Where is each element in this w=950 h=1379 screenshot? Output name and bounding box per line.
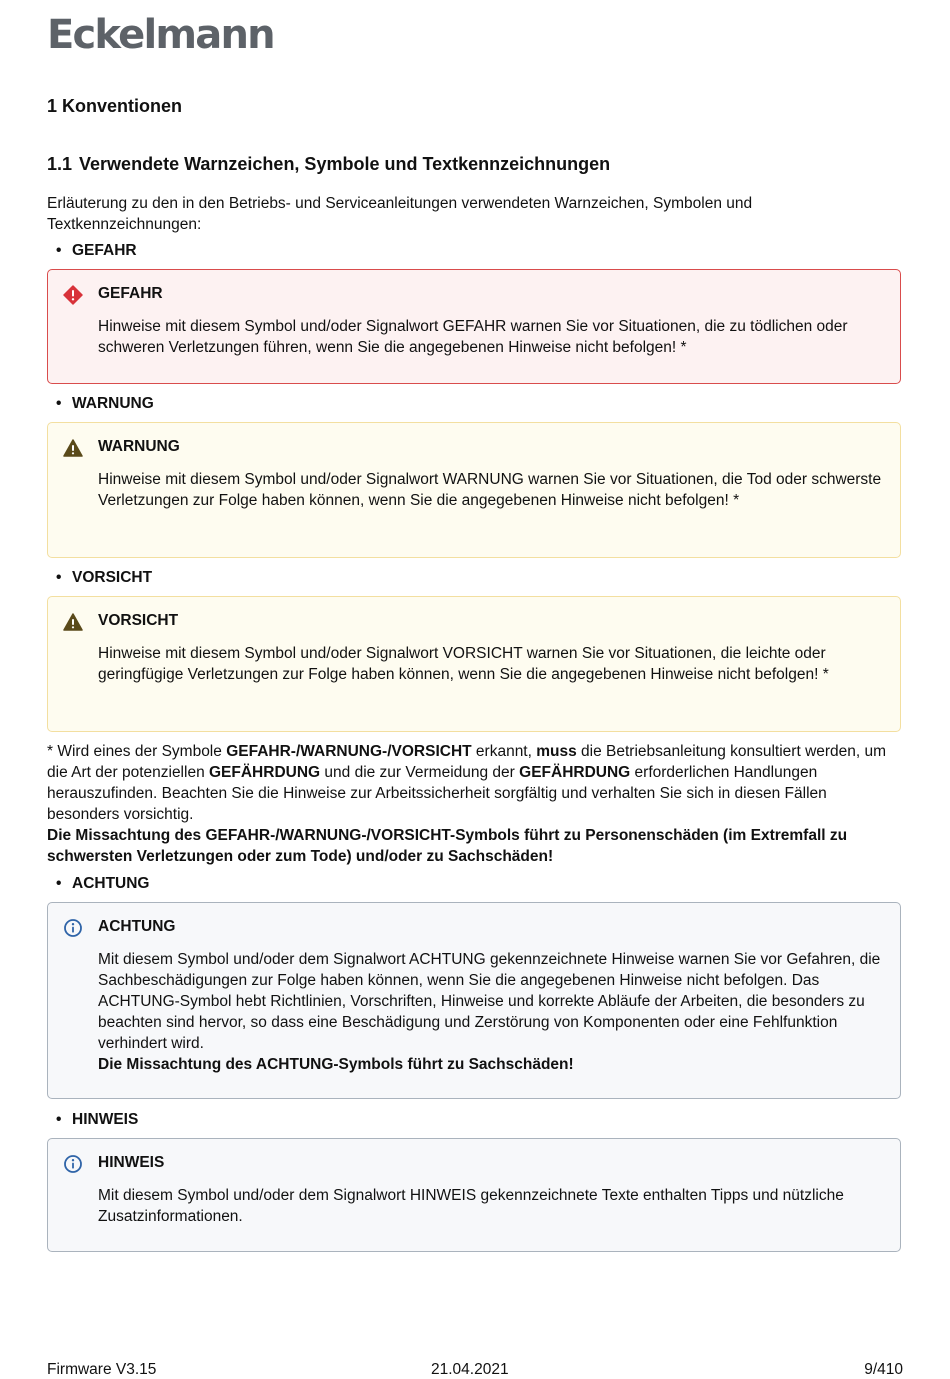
footnote-bold: GEFÄHRDUNG <box>209 764 321 781</box>
bullet-dot: • <box>56 875 62 892</box>
hint-notice-box <box>47 1138 901 1252</box>
footnote-text: die Betriebsanleitung konsultiert werden, um die Art der potenziellen <box>47 743 887 781</box>
footer-page-number: 9/410 <box>864 1361 903 1378</box>
footnote-text: erforderlichen Handlungen herauszufinden. Beachten Sie die Hinweise zur Arbeitssicherheit sorgfältig und verhalten Sie sich in diesen Fällen besonders vorsichtig. <box>47 764 827 823</box>
bullet-vorsicht <box>56 569 152 587</box>
footnote-text: und die zur Vermeidung der <box>320 764 520 781</box>
bullet-achtung <box>56 875 150 893</box>
warning-triangle-icon <box>63 438 83 458</box>
footnote-text: * Wird eines der Symbole <box>47 743 227 760</box>
bullet-label: HINWEIS <box>72 1111 139 1128</box>
notice-title: WARNUNG <box>98 438 180 455</box>
footnote-bold: GEFAHR-/WARNUNG-/VORSICHT <box>226 743 472 760</box>
bullet-dot: • <box>56 395 62 412</box>
notice-title: GEFAHR <box>98 285 163 302</box>
bullet-dot: • <box>56 1111 62 1128</box>
notice-body: Hinweise mit diesem Symbol und/oder Signalwort GEFAHR warnen Sie vor Situationen, die zu tödlichen oder schweren Verletzungen führen, wenn Sie die angegebenen Hinweise nicht befolgen! * <box>98 318 848 356</box>
bullet-label: GEFAHR <box>72 242 137 259</box>
notice-emphasis: Die Missachtung des ACHTUNG-Symbols führt zu Sachschäden! <box>98 1056 574 1073</box>
subsection-number: 1.1 <box>47 154 73 174</box>
danger-diamond-icon <box>63 285 83 305</box>
intro-paragraph: Erläuterung zu den in den Betriebs- und Serviceanleitungen verwendeten Warnzeichen, Symbolen und Textkennzeichnungen: <box>47 195 753 233</box>
footnote-text: erkannt, <box>471 743 537 760</box>
warning-triangle-icon <box>63 612 83 632</box>
footnote-bold: GEFÄHRDUNG <box>519 764 631 781</box>
warning-notice-box <box>47 422 901 558</box>
notice-body: Hinweise mit diesem Symbol und/oder Signalwort VORSICHT warnen Sie vor Situationen, die leichte oder geringfügige Verletzungen zur Folge haben können, wenn Sie die angegebenen Hinweise nicht befolgen! * <box>98 645 829 683</box>
bullet-hinweis <box>56 1111 138 1129</box>
notice-title: ACHTUNG <box>98 918 176 935</box>
footnote-paragraph <box>47 741 897 867</box>
bullet-warnung <box>56 395 154 413</box>
notice-body: Hinweise mit diesem Symbol und/oder Signalwort WARNUNG warnen Sie vor Situationen, die Tod oder schwerste Verletzungen zur Folge haben können, wenn Sie die angegebenen Hinweise nicht befolgen! * <box>98 471 882 509</box>
chapter-title: 1 Konventionen <box>47 96 183 116</box>
footer-firmware: Firmware V3.15 <box>47 1361 157 1378</box>
bullet-label: ACHTUNG <box>72 875 150 892</box>
info-circle-icon <box>63 918 83 938</box>
bullet-dot: • <box>56 569 62 586</box>
info-circle-icon <box>63 1154 83 1174</box>
notice-title: VORSICHT <box>98 612 179 629</box>
footnote-bold: muss <box>536 743 577 760</box>
bullet-label: WARNUNG <box>72 395 154 412</box>
subsection-heading <box>47 154 610 175</box>
notice-body <box>98 949 883 1075</box>
danger-notice-box <box>47 269 901 384</box>
bullet-label: VORSICHT <box>72 569 153 586</box>
caution-notice-box <box>47 596 901 732</box>
bullet-gefahr <box>56 242 137 260</box>
bullet-dot: • <box>56 242 62 259</box>
company-logo: Eckelmann <box>47 12 274 58</box>
footnote-warning: Die Missachtung des GEFAHR-/WARNUNG-/VORSICHT-Symbols führt zu Personenschäden (im Extremfall zu schwersten Verletzungen oder zum Tode) und/oder zu Sachschäden! <box>47 827 848 865</box>
notice-body-text: Mit diesem Symbol und/oder dem Signalwort ACHTUNG gekennzeichnete Hinweise warnen Sie vor Gefahren, die Sachbeschädigungen zur Folge haben können, wenn Sie die angegebenen Hinweise nicht befolgen. Das ACHTUNG-Symbol hebt Richtlinien, Vorschriften, Hinweise und korrekte Abläufe der Arbeiten, die besonders zu beachten sind hervor, so dass eine Beschädigung und Zerstörung von Komponenten oder eine Fehlfunktion verhindert wird. <box>98 951 881 1052</box>
notice-body: Mit diesem Symbol und/oder dem Signalwort HINWEIS gekennzeichnete Texte enthalten Tipps und nützliche Zusatzinformationen. <box>98 1187 844 1225</box>
attention-notice-box <box>47 902 901 1099</box>
subsection-title: Verwendete Warnzeichen, Symbole und Textkennzeichnungen <box>79 154 611 174</box>
notice-title: HINWEIS <box>98 1154 165 1171</box>
footer-date: 21.04.2021 <box>431 1361 509 1378</box>
